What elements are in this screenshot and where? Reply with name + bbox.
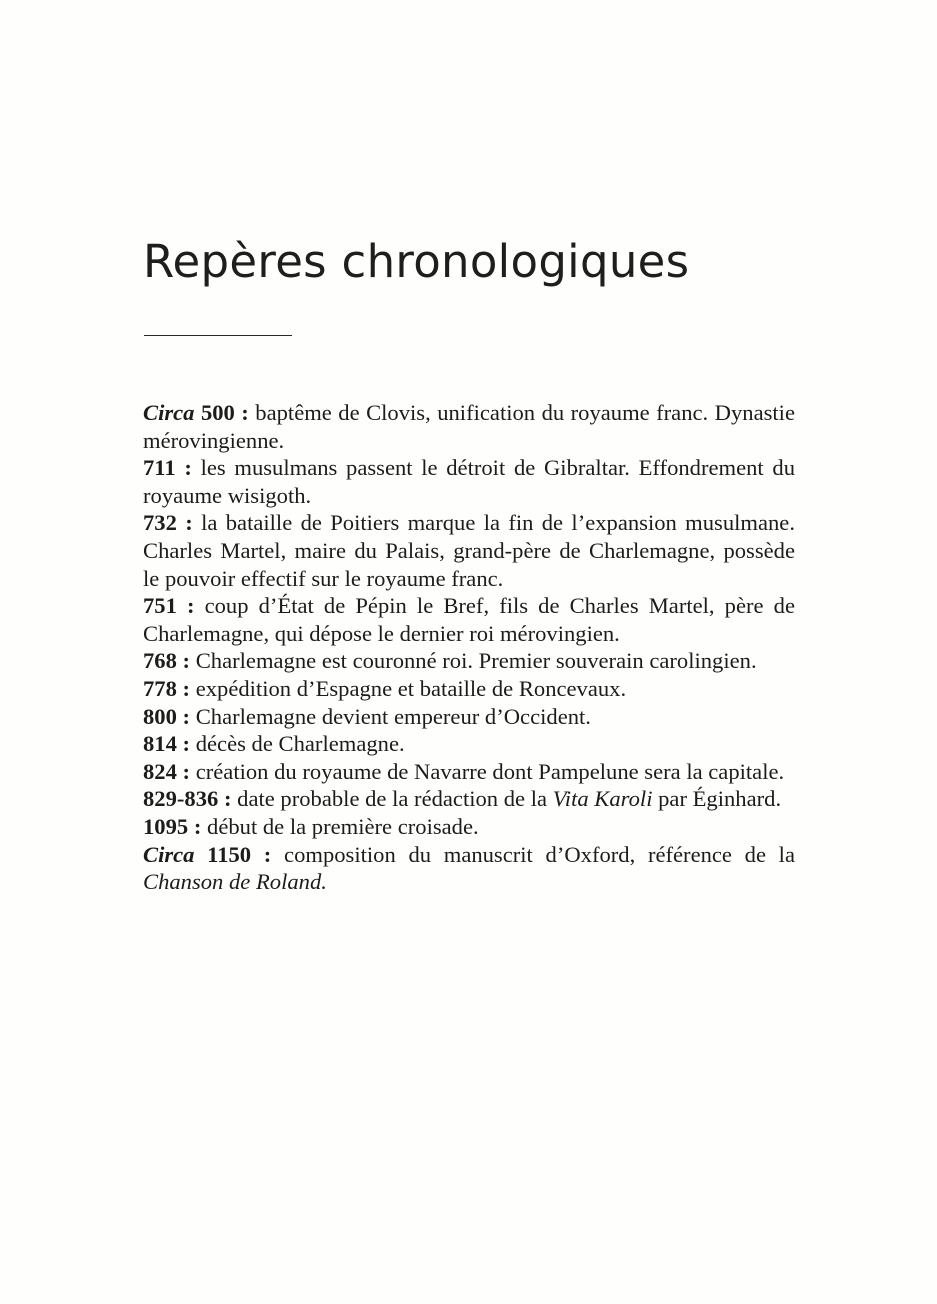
entry-date: 829-836 bbox=[143, 786, 219, 812]
entry-date-value: 500 bbox=[194, 400, 235, 425]
entry-separator: : bbox=[188, 813, 202, 839]
entry-date: 778 bbox=[143, 675, 177, 701]
entry-separator: : bbox=[251, 841, 272, 867]
entry-text: la bataille de Poitiers marque la fin de l’expansion musulmane. Charles Martel, maire du Palais, grand-père de Charlemagne, possède le pouvoir effectif sur le royaume franc. bbox=[143, 510, 795, 591]
page-title: Repères chronologiques bbox=[143, 235, 690, 288]
entry-date-prefix: Circa bbox=[143, 841, 195, 867]
chronology-entry bbox=[143, 592, 795, 647]
title-divider bbox=[144, 335, 292, 336]
chronology-entry bbox=[143, 785, 795, 813]
entry-date-prefix: Circa bbox=[143, 400, 195, 425]
entry-date: 711 bbox=[143, 455, 176, 481]
entry-text: Charlemagne devient empereur d’Occident. bbox=[190, 703, 591, 729]
entry-separator: : bbox=[234, 400, 249, 425]
chronology-entry bbox=[143, 758, 795, 786]
entry-text: Charlemagne est couronné roi. Premier souverain carolingien. bbox=[190, 648, 757, 674]
entry-date: 751 bbox=[143, 593, 177, 619]
entry-date: 768 bbox=[143, 648, 177, 674]
entry-text: décès de Charlemagne. bbox=[190, 731, 405, 757]
entry-text-title: Chanson de Roland. bbox=[143, 869, 327, 895]
entry-date: 1095 bbox=[143, 813, 189, 839]
chronology-entry bbox=[143, 509, 795, 592]
chronology-entry bbox=[143, 399, 795, 454]
entry-text: expédition d’Espagne et bataille de Roncevaux. bbox=[190, 675, 627, 701]
entry-separator: : bbox=[176, 510, 193, 536]
entry-date-value: 1150 bbox=[194, 841, 252, 867]
entry-separator: : bbox=[175, 455, 192, 481]
entry-date: 732 bbox=[143, 510, 177, 536]
entry-separator: : bbox=[176, 758, 191, 784]
entry-separator: : bbox=[176, 703, 191, 729]
entry-text: création du royaume de Navarre dont Pampelune sera la capitale. bbox=[190, 758, 785, 784]
entry-text: baptême de Clovis, unification du royaume franc. Dynastie mérovingienne. bbox=[143, 400, 795, 453]
entry-text: les musulmans passent le détroit de Gibraltar. Effondrement du royaume wisigoth. bbox=[143, 455, 795, 508]
chronology-entry bbox=[143, 841, 795, 896]
chronology-entry bbox=[143, 813, 795, 841]
entry-text: composition du manuscrit d’Oxford, référence de la bbox=[271, 841, 795, 867]
chronology-entry bbox=[143, 730, 795, 758]
entry-separator: : bbox=[218, 786, 232, 812]
entry-separator: : bbox=[176, 731, 191, 757]
entry-date: 824 bbox=[143, 758, 177, 784]
entry-date bbox=[143, 842, 251, 867]
chronology-entry bbox=[143, 647, 795, 675]
entry-date: 814 bbox=[143, 731, 177, 757]
entry-date: 800 bbox=[143, 703, 177, 729]
entry-text-title: Vita Karoli bbox=[552, 786, 653, 812]
entry-text: coup d’État de Pépin le Bref, fils de Charles Martel, père de Charlemagne, qui dépose le dernier roi mérovingien. bbox=[143, 593, 795, 646]
chronology-entry bbox=[143, 703, 795, 731]
chronology-entry bbox=[143, 454, 795, 509]
entry-text-after: par Éginhard. bbox=[652, 786, 782, 812]
entry-date bbox=[143, 400, 235, 425]
chronology-list bbox=[143, 399, 795, 896]
chronology-entry bbox=[143, 675, 795, 703]
entry-separator: : bbox=[176, 648, 191, 674]
entry-separator: : bbox=[176, 593, 195, 619]
entry-text: début de la première croisade. bbox=[201, 813, 479, 839]
entry-text: date probable de la rédaction de la bbox=[231, 786, 553, 812]
entry-separator: : bbox=[176, 675, 191, 701]
